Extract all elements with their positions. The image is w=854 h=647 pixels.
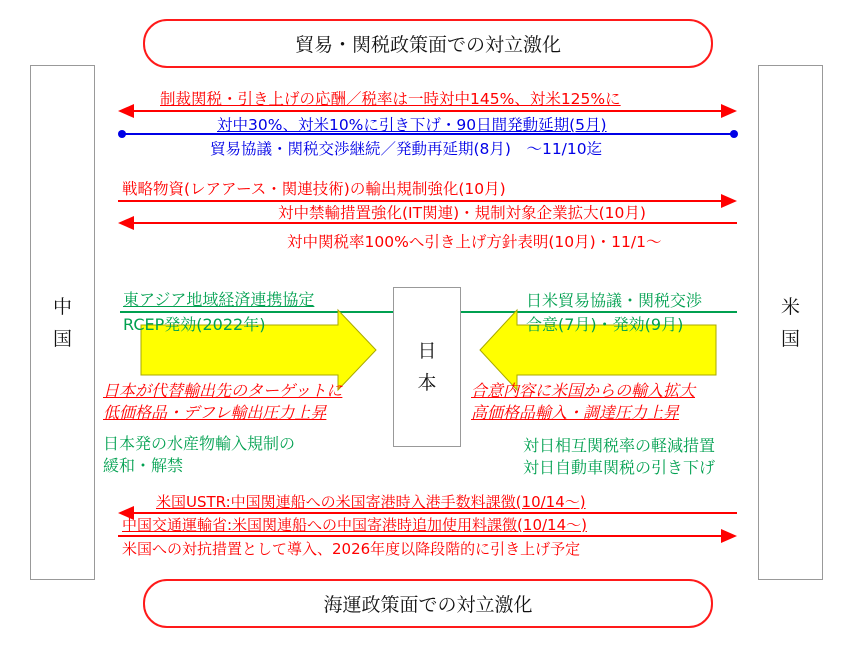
rcep-subtitle: RCEP発効(2022年) xyxy=(123,315,266,334)
japan-label-1: 日 xyxy=(417,340,437,362)
japan-us-agreement-subtitle: 合意(7月)・発効(9月) xyxy=(526,315,684,334)
rcep-title: 東アジア地域経済連携協定 xyxy=(123,290,315,309)
china-impact-1: 日本が代替輸出先のターゲットに xyxy=(103,381,343,400)
tariff-reduction-text: 対中30%、対米10%に引き下げ・90日間発動延期(5月) xyxy=(217,116,607,134)
tariff-retaliation-text: 制裁関税・引き上げの応酬／税率は一時対中145%、対米125%に xyxy=(160,90,621,108)
shipping-conflict-title xyxy=(143,579,713,628)
usa-impact-2: 高価格品輸入・調達圧力上昇 xyxy=(471,403,680,422)
japan-label-2: 本 xyxy=(417,372,437,394)
china-label-1: 中 xyxy=(52,295,72,318)
usa-note-1: 対日相互関税率の軽減措置 xyxy=(523,436,716,455)
china-label-2: 国 xyxy=(52,327,72,350)
japan-us-agreement-title: 日米貿易協議・関税交渉 xyxy=(526,291,703,310)
countermeasure-text: 米国への対抗措置として導入、2026年度以降段階的に引き上げ予定 xyxy=(122,540,581,558)
tariff-100-text: 対中関税率100%へ引き上げ方針表明(10月)・11/1～ xyxy=(287,233,662,251)
usa-label-1: 米 xyxy=(780,295,800,318)
trade-talks-text: 貿易協議・関税交渉継続／発動再延期(8月) ～11/10迄 xyxy=(210,140,603,158)
export-control-text: 戦略物資(レアアース・関連技術)の輸出規制強化(10月) xyxy=(122,180,506,198)
china-impact-2: 低価格品・デフレ輸出圧力上昇 xyxy=(103,403,327,422)
china-note-1: 日本発の水産物輸入規制の xyxy=(103,434,296,453)
trade-conflict-title-text: 貿易・関税政策面での対立激化 xyxy=(294,34,561,56)
embargo-text: 対中禁輸措置強化(IT関連)・規制対象企業拡大(10月) xyxy=(278,204,646,222)
usa-label-2: 国 xyxy=(780,327,800,350)
usa-note-2: 対日自動車関税の引き下げ xyxy=(523,458,716,477)
usa-impact-1: 合意内容に米国からの輸入拡大 xyxy=(471,381,696,400)
shipping-conflict-title-text: 海運政策面での対立激化 xyxy=(323,594,533,616)
china-note-2: 緩和・解禁 xyxy=(103,456,184,475)
china-port-fee-text: 中国交通運輸省:米国関連船への中国寄港時追加使用料課徴(10/14～) xyxy=(122,516,587,534)
ustr-port-fee-text: 米国USTR:中国関連船への米国寄港時入港手数料課徴(10/14～) xyxy=(156,493,586,511)
